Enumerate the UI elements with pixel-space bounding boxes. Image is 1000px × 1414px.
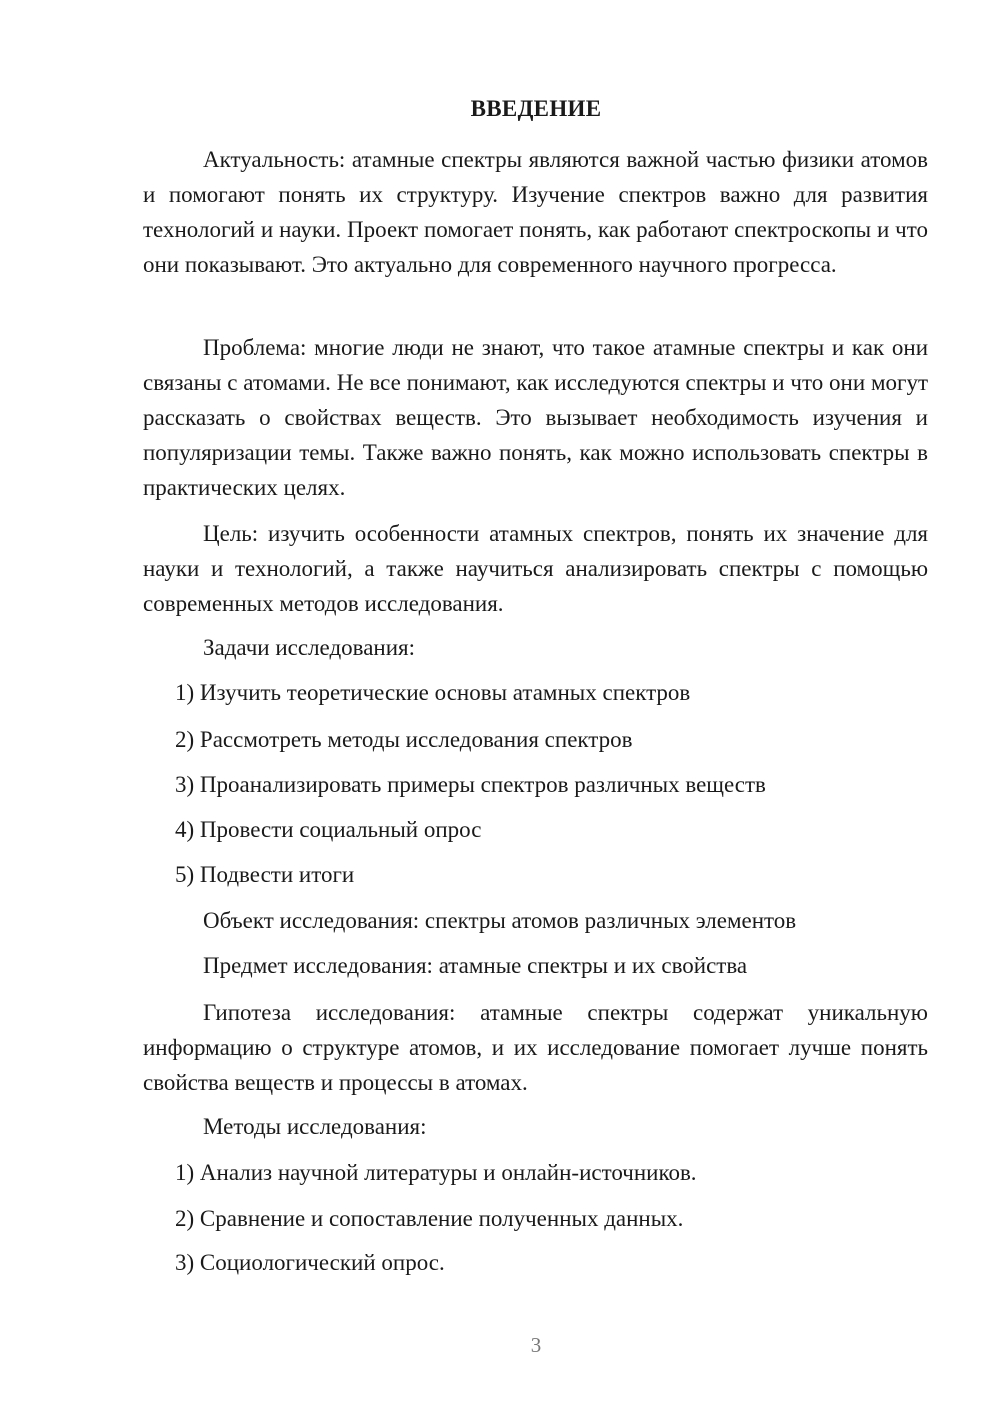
research-object: Объект исследования: спектры атомов различных элементов: [203, 908, 797, 933]
paragraph-goal: Цель: изучить особенности атамных спектров, понять их значение для науки и технологий, а также научиться анализировать спектры с помощью современных методов исследования.: [143, 521, 928, 616]
paragraph-relevance: Актуальность: атамные спектры являются важной частью физики атомов и помогают понять их структуру. Изучение спектров важно для развития технологий и науки. Проект помогает понять, как работают спектроскопы и что они показывают. Это актуально для современного научного прогресса.: [143, 147, 928, 277]
task-item: 1) Изучить теоретические основы атамных спектров: [175, 680, 691, 705]
method-item: 3) Социологический опрос.: [175, 1250, 445, 1275]
paragraph-problem: Проблема: многие люди не знают, что такое атамные спектры и как они связаны с атомами. Не все понимают, как исследуются спектры и что они могут рассказать о свойствах веществ. Это вызывает необходимость изучения и популяризации темы. Также важно понять, как можно использовать спектры в практических целях.: [143, 335, 928, 500]
method-item: 1) Анализ научной литературы и онлайн-источников.: [175, 1160, 697, 1185]
method-item: 2) Сравнение и сопоставление полученных данных.: [175, 1206, 684, 1231]
task-item: 4) Провести социальный опрос: [175, 817, 482, 842]
tasks-label: Задачи исследования:: [203, 635, 416, 660]
task-item: 2) Рассмотреть методы исследования спектров: [175, 727, 633, 752]
paragraph-hypothesis: Гипотеза исследования: атамные спектры содержат уникальную информацию о структуре атомов, и их исследование помогает лучше понять свойства веществ и процессы в атомах.: [143, 1000, 928, 1095]
task-item: 3) Проанализировать примеры спектров различных веществ: [175, 772, 766, 797]
methods-label: Методы исследования:: [203, 1114, 427, 1139]
research-subject: Предмет исследования: атамные спектры и их свойства: [203, 953, 748, 978]
page-number: 3: [530, 1333, 542, 1357]
task-item: 5) Подвести итоги: [175, 862, 355, 887]
section-heading: ВВЕДЕНИЕ: [470, 96, 602, 121]
